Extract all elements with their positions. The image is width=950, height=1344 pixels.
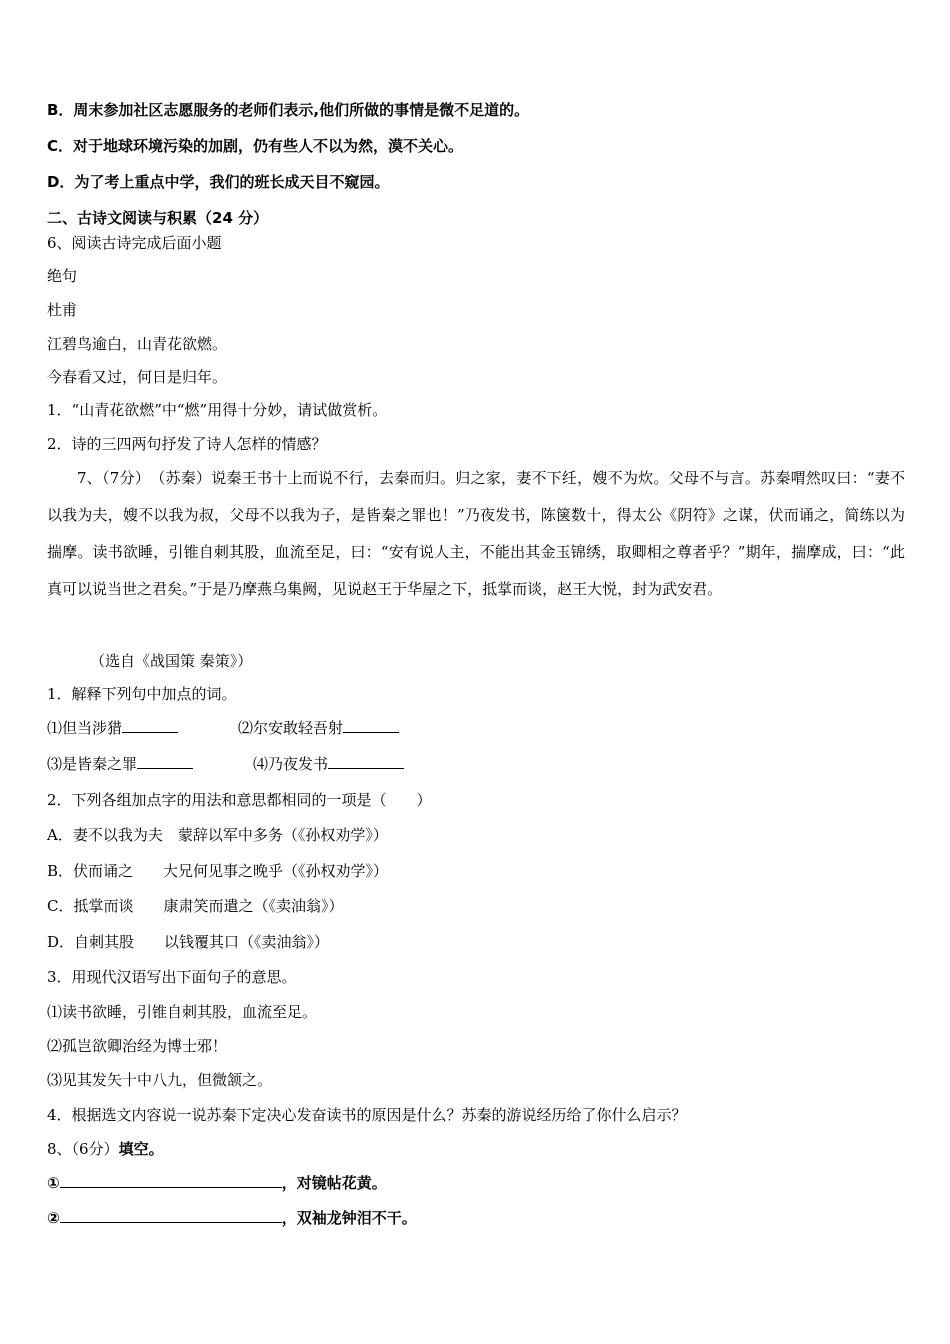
q7-sub3: 3．用现代汉语写出下面句子的意思。 (47, 968, 297, 986)
q6-sub2: 2．诗的三四两句抒发了诗人怎样的情感？ (47, 435, 327, 453)
option-d: D．为了考上重点中学，我们的班长成天目不窥园。 (47, 173, 390, 191)
poet-name: 杜甫 (47, 301, 78, 319)
q8-label: 填空。 (118, 1140, 164, 1158)
sentence-3: ⑶见其发矢十中八九，但微颔之。 (47, 1071, 273, 1089)
sentence-2: ⑵孤岂欲卿治经为博士邪！ (47, 1037, 228, 1055)
q8-heading (47, 1139, 164, 1159)
fill-text-1: ，对镜帖花黄。 (281, 1174, 387, 1192)
poem-line-1: 江碧鸟逾白，山青花欲燃。 (47, 335, 228, 353)
q7-source: （选自《战国策 秦策》） (90, 652, 253, 670)
poem-title: 绝句 (47, 267, 78, 285)
section-heading: 二、古诗文阅读与积累（24 分） (47, 209, 269, 227)
q7-option-c: C．抵掌而谈 康肃笑而遣之（《卖油翁》） (47, 897, 344, 915)
fill-marker-1: ① (47, 1174, 60, 1192)
answer-blank-4[interactable] (328, 754, 404, 769)
fill-blank-1[interactable] (60, 1173, 282, 1188)
word-row-1 (47, 718, 399, 738)
answer-blank-2[interactable] (343, 718, 399, 733)
q7-option-b: B．伏而诵之 大兄何见事之晚乎（《孙权劝学》） (47, 862, 389, 880)
q7-sub1: 1．解释下列句中加点的词。 (47, 685, 237, 703)
word-3: ⑶是皆秦之罪 (47, 755, 138, 773)
answer-blank-1[interactable] (122, 718, 178, 733)
q6-sub1: 1．“山青花欲燃”中“燃”用得十分妙，请试做赏析。 (47, 401, 388, 419)
fill-marker-2: ② (47, 1209, 60, 1227)
fill-text-2: ，双袖龙钟泪不干。 (281, 1209, 417, 1227)
q7-sub2: 2．下列各组加点字的用法和意思都相同的一项是（ ） (47, 791, 432, 809)
fill-line-1 (47, 1173, 387, 1193)
q6-intro: 6、阅读古诗完成后面小题 (47, 234, 222, 252)
q7-option-a: A．妻不以我为夫 蒙辞以军中多务（《孙权劝学》） (47, 826, 388, 844)
q8-number: 8、（6分） (47, 1140, 119, 1158)
word-4: ⑷乃夜发书 (253, 755, 329, 773)
poem-line-2: 今春看又过，何日是归年。 (47, 368, 228, 386)
word-1: ⑴但当涉猎 (47, 719, 123, 737)
word-2: ⑵尔安敢轻吾射 (238, 719, 344, 737)
answer-blank-3[interactable] (137, 754, 193, 769)
q7-sub4: 4．根据选文内容说一说苏秦下定决心发奋读书的原因是什么？苏秦的游说经历给了你什么启示？ (47, 1106, 687, 1124)
q7-option-d: D．自刺其股 以钱覆其口（《卖油翁》） (47, 933, 330, 951)
fill-line-2 (47, 1208, 417, 1228)
fill-blank-2[interactable] (60, 1208, 282, 1223)
q7-passage: 7、（7分） （苏秦）说秦王书十上而说不行，去秦而归。归之家，妻不下纴，嫂不为炊。父母不与言。苏秦喟然叹曰：“妻不以我为夫，嫂不以我为叔，父母不以我为子，是皆秦之罪也！”乃夜发书，陈箧数十，得太公《阴符》之谋，伏而诵之，简练以为揣摩。读书欲睡，引锥自刺其股，血流至足，曰：“安有说人主，不能出其金玉锦绣，取卿相之尊者乎？”期年，揣摩成，曰：“此真可以说当世之君矣。”于是乃摩燕乌集阙，见说赵王于华屋之下，抵掌而谈，赵王大悦，封为武安君。 (47, 469, 905, 598)
sentence-1: ⑴读书欲睡，引锥自刺其股，血流至足。 (47, 1003, 318, 1021)
option-c: C．对于地球环境污染的加剧，仍有些人不以为然，漠不关心。 (47, 137, 464, 155)
option-b: B．周末参加社区志愿服务的老师们表示,他们所做的事情是微不足道的。 (47, 101, 530, 119)
word-row-2 (47, 754, 404, 774)
